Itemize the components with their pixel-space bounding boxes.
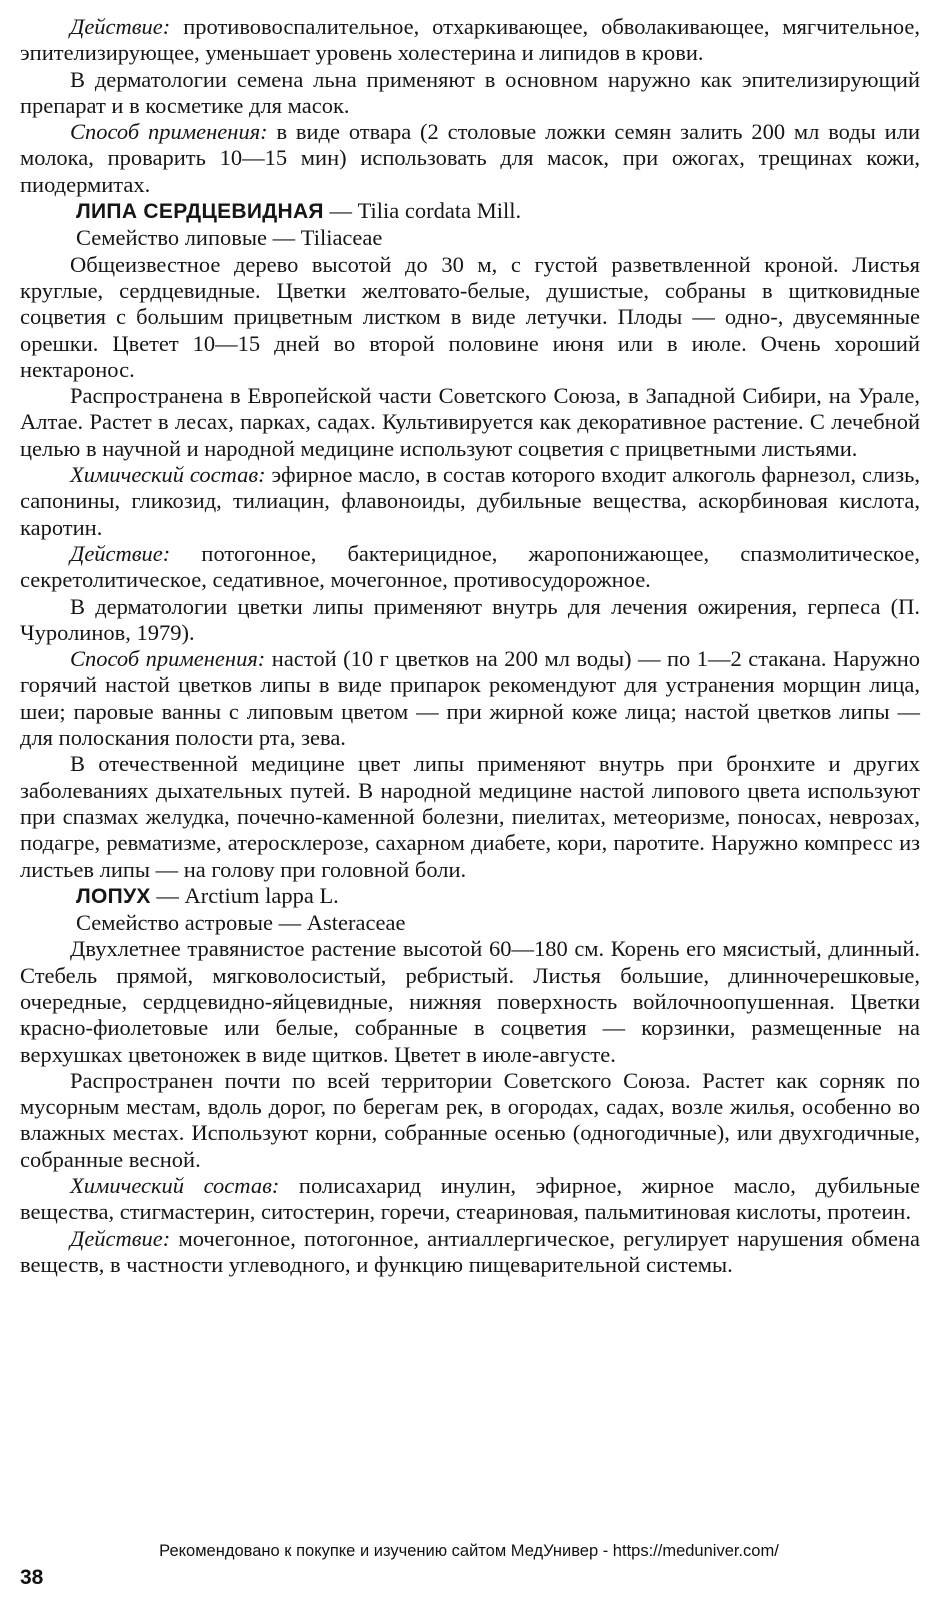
paragraph-linden-composition [20,462,920,541]
family-line-linden [20,225,920,251]
paragraph-text: Распространена в Европейской части Советского Союза, в Западной Сибири, на Урале, Алтае. Растет в лесах, парках, садах. Культивируется как декоративное растение. С лечебной целью в научной и народной медицине используют соцветия с прицветными листьями. [20,383,920,461]
paragraph-text: потогонное, бактерицидное, жаропонижающее, спазмолитическое, секретолитическое, седативное, мочегонное, противосудорожное. [20,540,920,593]
paragraph-linden-dermatology [20,594,920,647]
plant-latin-name: — Arctium lappa L. [150,882,339,908]
entry-heading-burdock [20,883,920,910]
family-line-burdock [20,910,920,936]
paragraph-burdock-action [20,1226,920,1279]
paragraph-linden-usage [20,646,920,751]
family-text: Семейство астровые — Asteraceae [76,910,406,936]
paragraph-text: В дерматологии семена льна применяют в основном наружно как эпителизирующий препарат и в косметике для масок. [20,66,920,118]
paragraph-burdock-distribution [20,1068,920,1173]
paragraph-linden-distribution [20,383,920,462]
paragraph-text: Двухлетнее травянистое растение высотой 60—180 см. Корень его мясистый, длинный. Стебель прямой, мягковолосистый, ребристый. Листья большие, длинночерешковые, очередные, сердцевидно-яйцевидные, нижняя поверхность войлочноопушенная. Цветки красно-фиолетовые или белые, собранные в соцветия — корзинки, размещенные на верхушках цветоножек в виде щитков. Цветет в июле-августе. [20,936,920,1067]
entry-heading-linden [20,198,920,225]
paragraph-lead: Действие: [70,1225,171,1251]
paragraph-linden-description [20,252,920,383]
paragraph-flax-usage [20,119,920,198]
footer-recommendation: Рекомендовано к покупке и изучению сайтом МедУнивер - https://meduniver.com/ [159,1542,779,1560]
paragraph-linden-action [20,541,920,594]
paragraph-lead: Действие: [70,14,171,39]
paragraph-text: В отечественной медицине цвет липы применяют внутрь при бронхите и других заболеваниях дыхательных путей. В народной медицине настой липового цвета используют при спазмах желудка, почечно-каменной болезни, пиелитах, метеоризме, поносах, неврозах, подагре, ревматизме, атеросклерозе, сахарном диабете, кори, паротите. Наружно компресс из листьев липы — на голову при головной боли. [20,751,920,882]
family-text: Семейство липовые — Tiliaceae [76,225,383,251]
paragraph-lead: Способ применения: [70,119,268,145]
paragraph-text: Распространен почти по всей территории Советского Союза. Растет как сорняк по мусорным местам, вдоль дорог, по берегам рек, в огородах, садах, возле жилья, особенно во влажных местах. Используют корни, собранные осенью (одногодичные), или двухгодичные, собранные весной. [20,1067,920,1172]
paragraph-flax-action [20,14,920,67]
paragraph-lead: Химический состав: [70,1173,280,1199]
paragraph-text: эфирное масло, в состав которого входит алкоголь фарнезол, слизь, сапонины, гликозид, тилиацин, флавоноиды, дубильные вещества, аскорбиновая кислота, каротин. [20,462,920,540]
paragraph-burdock-description [20,936,920,1067]
paragraph-lead: Действие: [70,540,171,566]
paragraph-text: в виде отвара (2 столовые ложки семян залить 200 мл воды или молока, проварить 10—15 мин) использовать для масок, при ожогах, трещинах кожи, пиодермитах. [20,119,920,197]
paragraph-lead: Химический состав: [70,462,266,488]
page-number: 38 [20,1566,44,1589]
paragraph-text: настой (10 г цветков на 200 мл воды) — по 1—2 стакана. Наружно горячий настой цветков липы в виде припарок рекомендуют для устранения морщин лица, шеи; паровые ванны с липовым цветом — при жирной коже лица; настой цветков липы — для полоскания полости рта, зева. [20,646,921,751]
paragraph-text: мочегонное, потогонное, антиаллергическое, регулирует нарушения обмена веществ, в частности углеводного, и функцию пищеварительной системы. [20,1225,920,1277]
paragraph-text: противовоспалительное, отхаркивающее, обволакивающее, мягчительное, эпителизирующее, уменьшает уровень холестерина и липидов в крови. [20,14,920,66]
paragraph-lead: Способ применения: [70,646,266,672]
paragraph-flax-dermatology [20,67,920,120]
paragraph-linden-medicine [20,751,920,882]
plant-latin-name: — Tilia cordata Mill. [323,198,522,224]
paragraph-text: полисахарид инулин, эфирное, жирное масло, дубильные вещества, стигмастерин, ситостерин, горечи, стеариновая, пальмитиновая кислоты, протеин. [20,1173,920,1225]
paragraph-burdock-composition [20,1173,920,1226]
paragraph-text: В дерматологии цветки липы применяют внутрь для лечения ожирения, герпеса (П. Чуролинов, 1979). [20,593,920,645]
paragraph-text: Общеизвестное дерево высотой до 30 м, с густой разветвленной кроной. Листья круглые, сердцевидные. Цветки желтовато-белые, душистые, собраны в щитковидные соцветия с большим прицветным листком в виде летучки. Плоды — одно-, двусемянные орешки. Цветет 10—15 дней во второй половине июня или в июле. Очень хороший нектаронос. [20,251,920,382]
plant-name: ЛОПУХ [76,884,151,908]
plant-name: ЛИПА СЕРДЦЕВИДНАЯ [76,200,324,224]
